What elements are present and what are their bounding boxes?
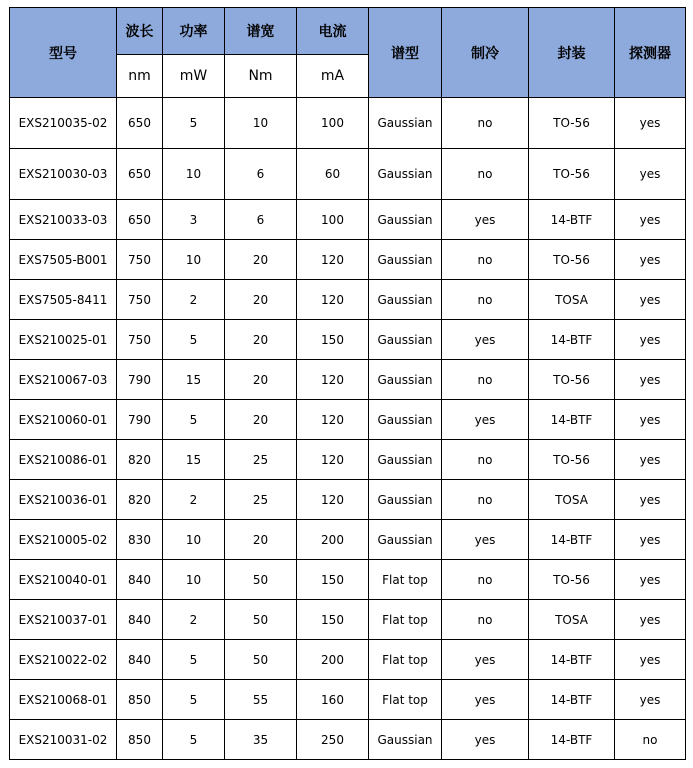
cell-detector: yes [615, 98, 686, 149]
cell-current: 120 [297, 280, 369, 320]
cell-model: EXS210022-02 [10, 640, 117, 680]
table-row [10, 560, 686, 600]
cell-model: EXS210036-01 [10, 480, 117, 520]
cell-spectrum: Gaussian [369, 440, 442, 480]
cell-spectrum: Gaussian [369, 320, 442, 360]
cell-spectrum: Gaussian [369, 720, 442, 760]
header-package: 封装 [529, 8, 615, 98]
cell-model: EXS210005-02 [10, 520, 117, 560]
cell-current: 120 [297, 360, 369, 400]
cell-cooling: no [442, 600, 529, 640]
cell-detector: yes [615, 360, 686, 400]
cell-detector: yes [615, 200, 686, 240]
cell-spectrum: Gaussian [369, 480, 442, 520]
cell-model: EXS210068-01 [10, 680, 117, 720]
cell-bandwidth: 50 [225, 600, 297, 640]
cell-detector: yes [615, 280, 686, 320]
cell-package: TOSA [529, 480, 615, 520]
cell-spectrum: Gaussian [369, 149, 442, 200]
table-header [10, 8, 686, 98]
cell-model: EXS210030-03 [10, 149, 117, 200]
cell-current: 60 [297, 149, 369, 200]
cell-cooling: yes [442, 520, 529, 560]
header-bandwidth: 谱宽 [225, 8, 297, 55]
cell-cooling: no [442, 98, 529, 149]
cell-bandwidth: 25 [225, 480, 297, 520]
cell-package: TO-56 [529, 560, 615, 600]
cell-spectrum: Gaussian [369, 200, 442, 240]
cell-detector: yes [615, 560, 686, 600]
cell-package: 14-BTF [529, 400, 615, 440]
cell-power: 10 [163, 149, 225, 200]
cell-power: 5 [163, 400, 225, 440]
cell-wavelength: 650 [117, 200, 163, 240]
cell-current: 150 [297, 320, 369, 360]
cell-bandwidth: 50 [225, 560, 297, 600]
table-row [10, 600, 686, 640]
cell-wavelength: 750 [117, 320, 163, 360]
cell-wavelength: 850 [117, 720, 163, 760]
cell-model: EXS210031-02 [10, 720, 117, 760]
table-row [10, 520, 686, 560]
cell-package: TO-56 [529, 240, 615, 280]
cell-current: 120 [297, 400, 369, 440]
cell-model: EXS210060-01 [10, 400, 117, 440]
cell-wavelength: 840 [117, 560, 163, 600]
table-row [10, 149, 686, 200]
cell-wavelength: 790 [117, 400, 163, 440]
cell-wavelength: 820 [117, 440, 163, 480]
cell-power: 15 [163, 440, 225, 480]
cell-detector: yes [615, 520, 686, 560]
cell-current: 200 [297, 520, 369, 560]
cell-power: 5 [163, 720, 225, 760]
cell-current: 150 [297, 560, 369, 600]
cell-model: EXS7505-8411 [10, 280, 117, 320]
cell-power: 2 [163, 280, 225, 320]
table-row [10, 320, 686, 360]
cell-power: 3 [163, 200, 225, 240]
header-detector: 探测器 [615, 8, 686, 98]
cell-model: EXS210033-03 [10, 200, 117, 240]
cell-wavelength: 850 [117, 680, 163, 720]
cell-spectrum: Flat top [369, 560, 442, 600]
header-wavelength: 波长 [117, 8, 163, 55]
cell-package: TO-56 [529, 98, 615, 149]
cell-power: 5 [163, 98, 225, 149]
table-row [10, 440, 686, 480]
cell-power: 10 [163, 240, 225, 280]
cell-cooling: no [442, 149, 529, 200]
cell-cooling: no [442, 440, 529, 480]
cell-cooling: no [442, 280, 529, 320]
unit-current: mA [297, 55, 369, 98]
cell-current: 160 [297, 680, 369, 720]
table-row [10, 720, 686, 760]
cell-detector: yes [615, 640, 686, 680]
cell-wavelength: 650 [117, 98, 163, 149]
cell-cooling: yes [442, 640, 529, 680]
table-row [10, 640, 686, 680]
table-row [10, 280, 686, 320]
cell-current: 200 [297, 640, 369, 680]
cell-detector: no [615, 720, 686, 760]
cell-package: TOSA [529, 600, 615, 640]
cell-power: 5 [163, 320, 225, 360]
cell-package: TO-56 [529, 440, 615, 480]
table-row [10, 200, 686, 240]
cell-package: TO-56 [529, 149, 615, 200]
cell-cooling: yes [442, 200, 529, 240]
table-row [10, 360, 686, 400]
cell-current: 150 [297, 600, 369, 640]
cell-wavelength: 820 [117, 480, 163, 520]
cell-current: 120 [297, 240, 369, 280]
cell-detector: yes [615, 680, 686, 720]
cell-cooling: yes [442, 400, 529, 440]
cell-package: 14-BTF [529, 320, 615, 360]
cell-power: 15 [163, 360, 225, 400]
cell-bandwidth: 10 [225, 98, 297, 149]
cell-detector: yes [615, 320, 686, 360]
cell-package: 14-BTF [529, 720, 615, 760]
cell-current: 120 [297, 480, 369, 520]
cell-cooling: no [442, 560, 529, 600]
cell-model: EXS210040-01 [10, 560, 117, 600]
header-cooling: 制冷 [442, 8, 529, 98]
cell-spectrum: Flat top [369, 680, 442, 720]
cell-bandwidth: 20 [225, 280, 297, 320]
cell-cooling: yes [442, 680, 529, 720]
cell-wavelength: 830 [117, 520, 163, 560]
cell-bandwidth: 50 [225, 640, 297, 680]
cell-detector: yes [615, 400, 686, 440]
cell-cooling: yes [442, 320, 529, 360]
cell-bandwidth: 20 [225, 360, 297, 400]
cell-power: 5 [163, 680, 225, 720]
cell-model: EXS210035-02 [10, 98, 117, 149]
cell-detector: yes [615, 149, 686, 200]
cell-model: EXS210037-01 [10, 600, 117, 640]
cell-wavelength: 750 [117, 280, 163, 320]
cell-spectrum: Flat top [369, 640, 442, 680]
spec-table [9, 7, 686, 760]
cell-bandwidth: 55 [225, 680, 297, 720]
cell-bandwidth: 20 [225, 320, 297, 360]
header-spectrum: 谱型 [369, 8, 442, 98]
cell-cooling: yes [442, 720, 529, 760]
cell-package: 14-BTF [529, 680, 615, 720]
cell-bandwidth: 35 [225, 720, 297, 760]
cell-current: 100 [297, 98, 369, 149]
cell-model: EXS7505-B001 [10, 240, 117, 280]
cell-power: 5 [163, 640, 225, 680]
cell-spectrum: Gaussian [369, 520, 442, 560]
cell-current: 100 [297, 200, 369, 240]
unit-bandwidth: Nm [225, 55, 297, 98]
cell-bandwidth: 20 [225, 240, 297, 280]
cell-package: 14-BTF [529, 520, 615, 560]
cell-spectrum: Flat top [369, 600, 442, 640]
cell-spectrum: Gaussian [369, 360, 442, 400]
cell-package: 14-BTF [529, 200, 615, 240]
cell-wavelength: 790 [117, 360, 163, 400]
cell-detector: yes [615, 440, 686, 480]
table-row [10, 480, 686, 520]
header-current: 电流 [297, 8, 369, 55]
table-row [10, 400, 686, 440]
cell-package: 14-BTF [529, 640, 615, 680]
cell-bandwidth: 6 [225, 200, 297, 240]
cell-package: TO-56 [529, 360, 615, 400]
cell-spectrum: Gaussian [369, 400, 442, 440]
cell-wavelength: 840 [117, 640, 163, 680]
cell-power: 2 [163, 600, 225, 640]
cell-detector: yes [615, 240, 686, 280]
header-power: 功率 [163, 8, 225, 55]
cell-current: 120 [297, 440, 369, 480]
cell-bandwidth: 20 [225, 520, 297, 560]
cell-detector: yes [615, 600, 686, 640]
cell-power: 2 [163, 480, 225, 520]
table-row [10, 98, 686, 149]
table-body [10, 98, 686, 760]
cell-model: EXS210086-01 [10, 440, 117, 480]
cell-power: 10 [163, 520, 225, 560]
header-row [10, 8, 686, 55]
cell-current: 250 [297, 720, 369, 760]
spec-table-container [9, 7, 686, 760]
cell-cooling: no [442, 240, 529, 280]
cell-model: EXS210025-01 [10, 320, 117, 360]
cell-cooling: no [442, 480, 529, 520]
table-row [10, 680, 686, 720]
cell-wavelength: 840 [117, 600, 163, 640]
cell-wavelength: 650 [117, 149, 163, 200]
unit-wavelength: nm [117, 55, 163, 98]
cell-wavelength: 750 [117, 240, 163, 280]
table-row [10, 240, 686, 280]
cell-package: TOSA [529, 280, 615, 320]
cell-spectrum: Gaussian [369, 98, 442, 149]
cell-detector: yes [615, 480, 686, 520]
cell-spectrum: Gaussian [369, 240, 442, 280]
cell-bandwidth: 25 [225, 440, 297, 480]
cell-bandwidth: 6 [225, 149, 297, 200]
cell-power: 10 [163, 560, 225, 600]
cell-bandwidth: 20 [225, 400, 297, 440]
unit-power: mW [163, 55, 225, 98]
header-model: 型号 [10, 8, 117, 98]
cell-cooling: no [442, 360, 529, 400]
cell-model: EXS210067-03 [10, 360, 117, 400]
cell-spectrum: Gaussian [369, 280, 442, 320]
